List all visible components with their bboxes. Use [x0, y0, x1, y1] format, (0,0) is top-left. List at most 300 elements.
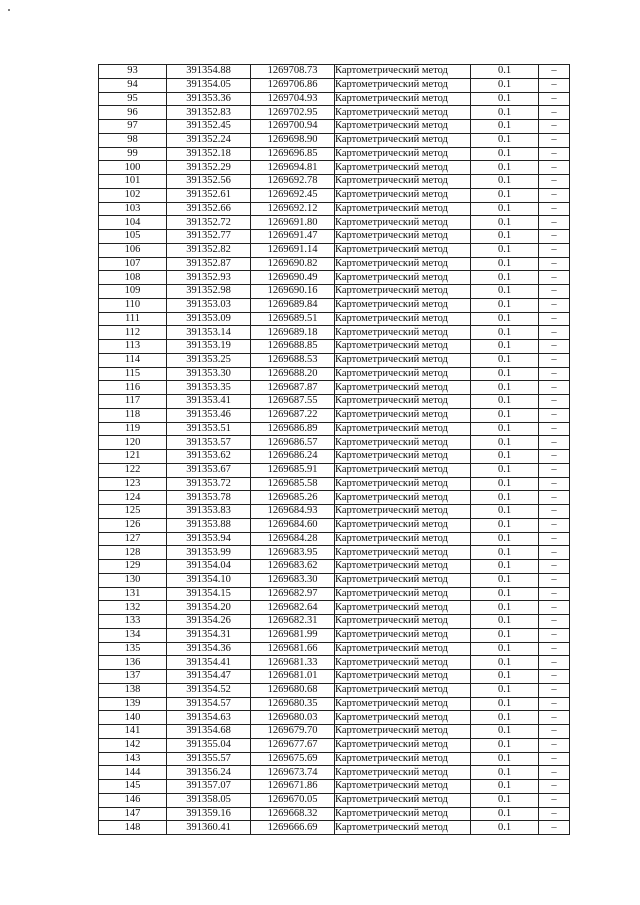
- point-number-cell: 119: [99, 422, 167, 436]
- method-cell: Картометрический метод: [335, 188, 471, 202]
- point-number-cell: 135: [99, 642, 167, 656]
- point-number-cell: 132: [99, 601, 167, 615]
- point-number-cell: 111: [99, 312, 167, 326]
- y-coordinate-cell: 1269668.32: [251, 807, 335, 821]
- y-coordinate-cell: 1269683.95: [251, 546, 335, 560]
- y-coordinate-cell: 1269694.81: [251, 161, 335, 175]
- accuracy-cell: 0.1: [471, 477, 539, 491]
- y-coordinate-cell: 1269686.57: [251, 436, 335, 450]
- table-row: [99, 683, 570, 697]
- x-coordinate-cell: 391353.78: [167, 491, 251, 505]
- x-coordinate-cell: 391352.56: [167, 175, 251, 189]
- description-cell: –: [539, 560, 570, 574]
- table-row: [99, 725, 570, 739]
- table-row: [99, 560, 570, 574]
- method-cell: Картометрический метод: [335, 752, 471, 766]
- x-coordinate-cell: 391353.57: [167, 436, 251, 450]
- y-coordinate-cell: 1269679.70: [251, 725, 335, 739]
- table-row: [99, 175, 570, 189]
- accuracy-cell: 0.1: [471, 381, 539, 395]
- description-cell: –: [539, 670, 570, 684]
- method-cell: Картометрический метод: [335, 147, 471, 161]
- description-cell: –: [539, 381, 570, 395]
- x-coordinate-cell: 391356.24: [167, 766, 251, 780]
- point-number-cell: 110: [99, 298, 167, 312]
- table-row: [99, 601, 570, 615]
- table-row: [99, 477, 570, 491]
- table-row: [99, 78, 570, 92]
- y-coordinate-cell: 1269682.31: [251, 615, 335, 629]
- accuracy-cell: 0.1: [471, 683, 539, 697]
- method-cell: Картометрический метод: [335, 573, 471, 587]
- accuracy-cell: 0.1: [471, 106, 539, 120]
- y-coordinate-cell: 1269675.69: [251, 752, 335, 766]
- table-row: [99, 505, 570, 519]
- y-coordinate-cell: 1269681.01: [251, 670, 335, 684]
- method-cell: Картометрический метод: [335, 807, 471, 821]
- table-row: [99, 271, 570, 285]
- accuracy-cell: 0.1: [471, 807, 539, 821]
- method-cell: Картометрический метод: [335, 532, 471, 546]
- table-row: [99, 65, 570, 79]
- method-cell: Картометрический метод: [335, 230, 471, 244]
- x-coordinate-cell: 391354.26: [167, 615, 251, 629]
- x-coordinate-cell: 391358.05: [167, 793, 251, 807]
- table-row: [99, 793, 570, 807]
- description-cell: –: [539, 518, 570, 532]
- accuracy-cell: 0.1: [471, 147, 539, 161]
- description-cell: –: [539, 78, 570, 92]
- method-cell: Картометрический метод: [335, 518, 471, 532]
- table-row: [99, 285, 570, 299]
- method-cell: Картометрический метод: [335, 601, 471, 615]
- point-number-cell: 96: [99, 106, 167, 120]
- y-coordinate-cell: 1269702.95: [251, 106, 335, 120]
- x-coordinate-cell: 391354.05: [167, 78, 251, 92]
- accuracy-cell: 0.1: [471, 395, 539, 409]
- point-number-cell: 114: [99, 353, 167, 367]
- point-number-cell: 128: [99, 546, 167, 560]
- x-coordinate-cell: 391354.88: [167, 65, 251, 79]
- method-cell: Картометрический метод: [335, 463, 471, 477]
- scan-speck: [8, 9, 10, 11]
- accuracy-cell: 0.1: [471, 216, 539, 230]
- method-cell: Картометрический метод: [335, 725, 471, 739]
- x-coordinate-cell: 391359.16: [167, 807, 251, 821]
- accuracy-cell: 0.1: [471, 615, 539, 629]
- method-cell: Картометрический метод: [335, 793, 471, 807]
- method-cell: Картометрический метод: [335, 257, 471, 271]
- table-row: [99, 450, 570, 464]
- point-number-cell: 123: [99, 477, 167, 491]
- x-coordinate-cell: 391352.45: [167, 120, 251, 134]
- point-number-cell: 141: [99, 725, 167, 739]
- y-coordinate-cell: 1269690.82: [251, 257, 335, 271]
- description-cell: –: [539, 65, 570, 79]
- table-row: [99, 491, 570, 505]
- table-row: [99, 161, 570, 175]
- method-cell: Картометрический метод: [335, 120, 471, 134]
- method-cell: Картометрический метод: [335, 285, 471, 299]
- table-row: [99, 587, 570, 601]
- table-row: [99, 106, 570, 120]
- table-row: [99, 738, 570, 752]
- accuracy-cell: 0.1: [471, 367, 539, 381]
- y-coordinate-cell: 1269688.85: [251, 340, 335, 354]
- point-number-cell: 129: [99, 560, 167, 574]
- method-cell: Картометрический метод: [335, 65, 471, 79]
- method-cell: Картометрический метод: [335, 560, 471, 574]
- y-coordinate-cell: 1269688.53: [251, 353, 335, 367]
- y-coordinate-cell: 1269689.51: [251, 312, 335, 326]
- point-number-cell: 103: [99, 202, 167, 216]
- y-coordinate-cell: 1269692.12: [251, 202, 335, 216]
- accuracy-cell: 0.1: [471, 133, 539, 147]
- accuracy-cell: 0.1: [471, 257, 539, 271]
- point-number-cell: 93: [99, 65, 167, 79]
- point-number-cell: 117: [99, 395, 167, 409]
- y-coordinate-cell: 1269682.97: [251, 587, 335, 601]
- description-cell: –: [539, 161, 570, 175]
- point-number-cell: 95: [99, 92, 167, 106]
- method-cell: Картометрический метод: [335, 436, 471, 450]
- table-row: [99, 615, 570, 629]
- accuracy-cell: 0.1: [471, 670, 539, 684]
- x-coordinate-cell: 391354.31: [167, 628, 251, 642]
- method-cell: Картометрический метод: [335, 670, 471, 684]
- point-number-cell: 108: [99, 271, 167, 285]
- accuracy-cell: 0.1: [471, 738, 539, 752]
- y-coordinate-cell: 1269696.85: [251, 147, 335, 161]
- table-row: [99, 298, 570, 312]
- table-row: [99, 243, 570, 257]
- accuracy-cell: 0.1: [471, 202, 539, 216]
- x-coordinate-cell: 391352.61: [167, 188, 251, 202]
- y-coordinate-cell: 1269704.93: [251, 92, 335, 106]
- table-row: [99, 257, 570, 271]
- y-coordinate-cell: 1269689.84: [251, 298, 335, 312]
- method-cell: Картометрический метод: [335, 133, 471, 147]
- point-number-cell: 100: [99, 161, 167, 175]
- description-cell: –: [539, 230, 570, 244]
- x-coordinate-cell: 391353.62: [167, 450, 251, 464]
- accuracy-cell: 0.1: [471, 463, 539, 477]
- method-cell: Картометрический метод: [335, 505, 471, 519]
- x-coordinate-cell: 391353.99: [167, 546, 251, 560]
- x-coordinate-cell: 391353.35: [167, 381, 251, 395]
- table-row: [99, 381, 570, 395]
- description-cell: –: [539, 326, 570, 340]
- table-row: [99, 230, 570, 244]
- x-coordinate-cell: 391354.47: [167, 670, 251, 684]
- description-cell: –: [539, 243, 570, 257]
- method-cell: Картометрический метод: [335, 738, 471, 752]
- y-coordinate-cell: 1269691.80: [251, 216, 335, 230]
- x-coordinate-cell: 391353.19: [167, 340, 251, 354]
- description-cell: –: [539, 738, 570, 752]
- accuracy-cell: 0.1: [471, 188, 539, 202]
- table-row: [99, 340, 570, 354]
- description-cell: –: [539, 725, 570, 739]
- y-coordinate-cell: 1269677.67: [251, 738, 335, 752]
- point-number-cell: 102: [99, 188, 167, 202]
- table-row: [99, 367, 570, 381]
- description-cell: –: [539, 477, 570, 491]
- point-number-cell: 104: [99, 216, 167, 230]
- table-row: [99, 92, 570, 106]
- table-row: [99, 120, 570, 134]
- point-number-cell: 105: [99, 230, 167, 244]
- point-number-cell: 122: [99, 463, 167, 477]
- x-coordinate-cell: 391353.88: [167, 518, 251, 532]
- x-coordinate-cell: 391354.20: [167, 601, 251, 615]
- method-cell: Картометрический метод: [335, 340, 471, 354]
- method-cell: Картометрический метод: [335, 491, 471, 505]
- x-coordinate-cell: 391353.36: [167, 92, 251, 106]
- x-coordinate-cell: 391353.03: [167, 298, 251, 312]
- x-coordinate-cell: 391353.67: [167, 463, 251, 477]
- table-row: [99, 436, 570, 450]
- description-cell: –: [539, 821, 570, 835]
- method-cell: Картометрический метод: [335, 683, 471, 697]
- method-cell: Картометрический метод: [335, 381, 471, 395]
- x-coordinate-cell: 391352.29: [167, 161, 251, 175]
- method-cell: Картометрический метод: [335, 161, 471, 175]
- point-number-cell: 116: [99, 381, 167, 395]
- point-number-cell: 142: [99, 738, 167, 752]
- description-cell: –: [539, 793, 570, 807]
- point-number-cell: 121: [99, 450, 167, 464]
- accuracy-cell: 0.1: [471, 601, 539, 615]
- y-coordinate-cell: 1269684.60: [251, 518, 335, 532]
- y-coordinate-cell: 1269671.86: [251, 780, 335, 794]
- coordinates-table: [98, 64, 570, 835]
- y-coordinate-cell: 1269692.78: [251, 175, 335, 189]
- point-number-cell: 124: [99, 491, 167, 505]
- point-number-cell: 134: [99, 628, 167, 642]
- description-cell: –: [539, 683, 570, 697]
- point-number-cell: 113: [99, 340, 167, 354]
- description-cell: –: [539, 780, 570, 794]
- x-coordinate-cell: 391352.72: [167, 216, 251, 230]
- description-cell: –: [539, 216, 570, 230]
- description-cell: –: [539, 436, 570, 450]
- description-cell: –: [539, 573, 570, 587]
- accuracy-cell: 0.1: [471, 175, 539, 189]
- x-coordinate-cell: 391353.25: [167, 353, 251, 367]
- description-cell: –: [539, 298, 570, 312]
- table-row: [99, 670, 570, 684]
- description-cell: –: [539, 340, 570, 354]
- description-cell: –: [539, 615, 570, 629]
- accuracy-cell: 0.1: [471, 491, 539, 505]
- point-number-cell: 97: [99, 120, 167, 134]
- point-number-cell: 130: [99, 573, 167, 587]
- y-coordinate-cell: 1269685.58: [251, 477, 335, 491]
- point-number-cell: 147: [99, 807, 167, 821]
- method-cell: Картометрический метод: [335, 92, 471, 106]
- point-number-cell: 146: [99, 793, 167, 807]
- accuracy-cell: 0.1: [471, 353, 539, 367]
- method-cell: Картометрический метод: [335, 546, 471, 560]
- y-coordinate-cell: 1269680.68: [251, 683, 335, 697]
- table-row: [99, 752, 570, 766]
- point-number-cell: 94: [99, 78, 167, 92]
- method-cell: Картометрический метод: [335, 353, 471, 367]
- x-coordinate-cell: 391353.46: [167, 408, 251, 422]
- y-coordinate-cell: 1269682.64: [251, 601, 335, 615]
- point-number-cell: 112: [99, 326, 167, 340]
- table-row: [99, 353, 570, 367]
- method-cell: Картометрический метод: [335, 642, 471, 656]
- method-cell: Картометрический метод: [335, 477, 471, 491]
- x-coordinate-cell: 391354.15: [167, 587, 251, 601]
- x-coordinate-cell: 391354.57: [167, 697, 251, 711]
- accuracy-cell: 0.1: [471, 326, 539, 340]
- table-row: [99, 711, 570, 725]
- table-row: [99, 312, 570, 326]
- x-coordinate-cell: 391354.63: [167, 711, 251, 725]
- table-row: [99, 780, 570, 794]
- accuracy-cell: 0.1: [471, 587, 539, 601]
- y-coordinate-cell: 1269690.16: [251, 285, 335, 299]
- table-row: [99, 395, 570, 409]
- table-row: [99, 422, 570, 436]
- accuracy-cell: 0.1: [471, 656, 539, 670]
- accuracy-cell: 0.1: [471, 518, 539, 532]
- description-cell: –: [539, 450, 570, 464]
- table-row: [99, 546, 570, 560]
- description-cell: –: [539, 133, 570, 147]
- table-row: [99, 766, 570, 780]
- point-number-cell: 101: [99, 175, 167, 189]
- x-coordinate-cell: 391354.52: [167, 683, 251, 697]
- x-coordinate-cell: 391354.10: [167, 573, 251, 587]
- y-coordinate-cell: 1269690.49: [251, 271, 335, 285]
- point-number-cell: 148: [99, 821, 167, 835]
- x-coordinate-cell: 391354.41: [167, 656, 251, 670]
- description-cell: –: [539, 147, 570, 161]
- y-coordinate-cell: 1269685.26: [251, 491, 335, 505]
- method-cell: Картометрический метод: [335, 78, 471, 92]
- table-row: [99, 628, 570, 642]
- description-cell: –: [539, 532, 570, 546]
- point-number-cell: 125: [99, 505, 167, 519]
- table-row: [99, 656, 570, 670]
- y-coordinate-cell: 1269686.89: [251, 422, 335, 436]
- accuracy-cell: 0.1: [471, 243, 539, 257]
- x-coordinate-cell: 391360.41: [167, 821, 251, 835]
- point-number-cell: 133: [99, 615, 167, 629]
- description-cell: –: [539, 106, 570, 120]
- method-cell: Картометрический метод: [335, 271, 471, 285]
- point-number-cell: 120: [99, 436, 167, 450]
- accuracy-cell: 0.1: [471, 271, 539, 285]
- method-cell: Картометрический метод: [335, 202, 471, 216]
- accuracy-cell: 0.1: [471, 573, 539, 587]
- accuracy-cell: 0.1: [471, 78, 539, 92]
- method-cell: Картометрический метод: [335, 766, 471, 780]
- x-coordinate-cell: 391354.68: [167, 725, 251, 739]
- method-cell: Картометрический метод: [335, 656, 471, 670]
- y-coordinate-cell: 1269708.73: [251, 65, 335, 79]
- method-cell: Картометрический метод: [335, 312, 471, 326]
- method-cell: Картометрический метод: [335, 780, 471, 794]
- point-number-cell: 140: [99, 711, 167, 725]
- method-cell: Картометрический метод: [335, 628, 471, 642]
- description-cell: –: [539, 491, 570, 505]
- method-cell: Картометрический метод: [335, 711, 471, 725]
- point-number-cell: 131: [99, 587, 167, 601]
- x-coordinate-cell: 391352.87: [167, 257, 251, 271]
- accuracy-cell: 0.1: [471, 752, 539, 766]
- table-row: [99, 216, 570, 230]
- table-row: [99, 326, 570, 340]
- description-cell: –: [539, 271, 570, 285]
- description-cell: –: [539, 175, 570, 189]
- description-cell: –: [539, 752, 570, 766]
- method-cell: Картометрический метод: [335, 326, 471, 340]
- accuracy-cell: 0.1: [471, 793, 539, 807]
- accuracy-cell: 0.1: [471, 628, 539, 642]
- description-cell: –: [539, 188, 570, 202]
- table-row: [99, 188, 570, 202]
- method-cell: Картометрический метод: [335, 422, 471, 436]
- table-row: [99, 133, 570, 147]
- y-coordinate-cell: 1269681.33: [251, 656, 335, 670]
- accuracy-cell: 0.1: [471, 285, 539, 299]
- description-cell: –: [539, 656, 570, 670]
- table-row: [99, 147, 570, 161]
- accuracy-cell: 0.1: [471, 711, 539, 725]
- method-cell: Картометрический метод: [335, 395, 471, 409]
- y-coordinate-cell: 1269684.93: [251, 505, 335, 519]
- accuracy-cell: 0.1: [471, 780, 539, 794]
- accuracy-cell: 0.1: [471, 546, 539, 560]
- method-cell: Картометрический метод: [335, 216, 471, 230]
- y-coordinate-cell: 1269685.91: [251, 463, 335, 477]
- y-coordinate-cell: 1269688.20: [251, 367, 335, 381]
- x-coordinate-cell: 391355.57: [167, 752, 251, 766]
- y-coordinate-cell: 1269687.22: [251, 408, 335, 422]
- point-number-cell: 127: [99, 532, 167, 546]
- accuracy-cell: 0.1: [471, 505, 539, 519]
- point-number-cell: 145: [99, 780, 167, 794]
- point-number-cell: 115: [99, 367, 167, 381]
- accuracy-cell: 0.1: [471, 642, 539, 656]
- description-cell: –: [539, 120, 570, 134]
- accuracy-cell: 0.1: [471, 766, 539, 780]
- accuracy-cell: 0.1: [471, 161, 539, 175]
- point-number-cell: 144: [99, 766, 167, 780]
- x-coordinate-cell: 391352.98: [167, 285, 251, 299]
- y-coordinate-cell: 1269673.74: [251, 766, 335, 780]
- y-coordinate-cell: 1269680.35: [251, 697, 335, 711]
- table-row: [99, 532, 570, 546]
- y-coordinate-cell: 1269684.28: [251, 532, 335, 546]
- point-number-cell: 126: [99, 518, 167, 532]
- point-number-cell: 106: [99, 243, 167, 257]
- accuracy-cell: 0.1: [471, 725, 539, 739]
- description-cell: –: [539, 285, 570, 299]
- table-row: [99, 202, 570, 216]
- y-coordinate-cell: 1269691.47: [251, 230, 335, 244]
- accuracy-cell: 0.1: [471, 230, 539, 244]
- description-cell: –: [539, 697, 570, 711]
- method-cell: Картометрический метод: [335, 450, 471, 464]
- accuracy-cell: 0.1: [471, 92, 539, 106]
- description-cell: –: [539, 505, 570, 519]
